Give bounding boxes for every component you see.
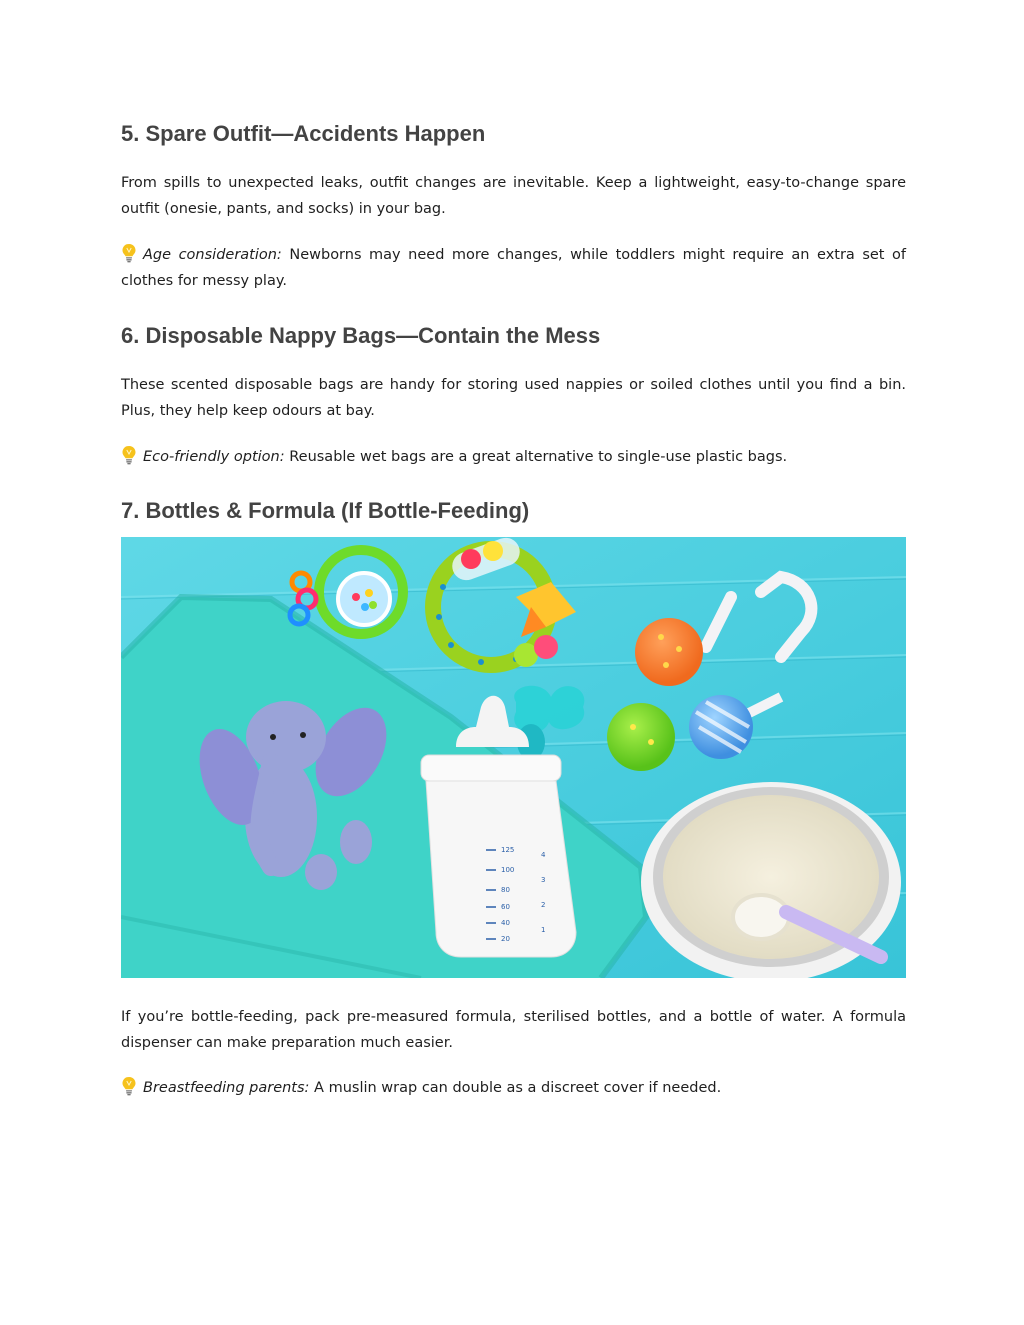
lightbulb-icon [121, 445, 137, 465]
section-heading-nappy-bags: 6. Disposable Nappy Bags—Contain the Mess [121, 323, 601, 348]
baby-items-photo [121, 537, 906, 978]
bottle-marking: 40 [501, 919, 510, 927]
tip-eco-friendly [121, 444, 906, 470]
bottle-marking: 1 [541, 926, 546, 934]
bottle-marking: 3 [541, 876, 546, 884]
bottle-marking: 100 [501, 866, 515, 874]
lightbulb-icon [121, 243, 137, 263]
formula-tin [641, 782, 901, 978]
tip-label: Eco-friendly option: [143, 449, 285, 465]
tip-text: Newborns may need more changes, while toddlers might require an extra set of clothes for messy play. [121, 247, 906, 289]
tip-label: Breastfeeding parents: [143, 1080, 310, 1096]
section-body-spare-outfit: From spills to unexpected leaks, outfit changes are inevitable. Keep a lightweight, easy-to-change spare outfit (onesie, pants, and socks) in your bag. [121, 175, 906, 217]
rattle-ball-orange [635, 618, 703, 686]
section-body-bottles-formula: If you’re bottle-feeding, pack pre-measured formula, sterilised bottles, and a bottle of water. A formula dispenser can make preparation much easier. [121, 1009, 906, 1051]
bottle-marking: 125 [501, 846, 515, 854]
tip-age-consideration [121, 242, 906, 294]
bottle-marking: 4 [541, 851, 546, 859]
tip-label: Age consideration: [143, 247, 282, 263]
tip-text: Reusable wet bags are a great alternative to single-use plastic bags. [284, 449, 788, 465]
bottle-marking: 20 [501, 935, 510, 943]
lightbulb-icon [121, 1076, 137, 1096]
tip-breastfeeding [121, 1075, 906, 1101]
bottle-marking: 80 [501, 886, 510, 894]
tip-text: A muslin wrap can double as a discreet cover if needed. [309, 1080, 722, 1096]
rattle-ball-green [607, 703, 675, 771]
section-heading-bottles-formula: 7. Bottles & Formula (If Bottle-Feeding) [121, 498, 530, 523]
bottle-marking: 2 [541, 901, 546, 909]
section-body-nappy-bags: These scented disposable bags are handy for storing used nappies or soiled clothes until you find a bin. Plus, they help keep odours at bay. [121, 377, 906, 419]
section-heading-spare-outfit: 5. Spare Outfit—Accidents Happen [121, 121, 486, 146]
bottle-marking: 60 [501, 903, 510, 911]
baby-items-illustration [121, 537, 906, 978]
